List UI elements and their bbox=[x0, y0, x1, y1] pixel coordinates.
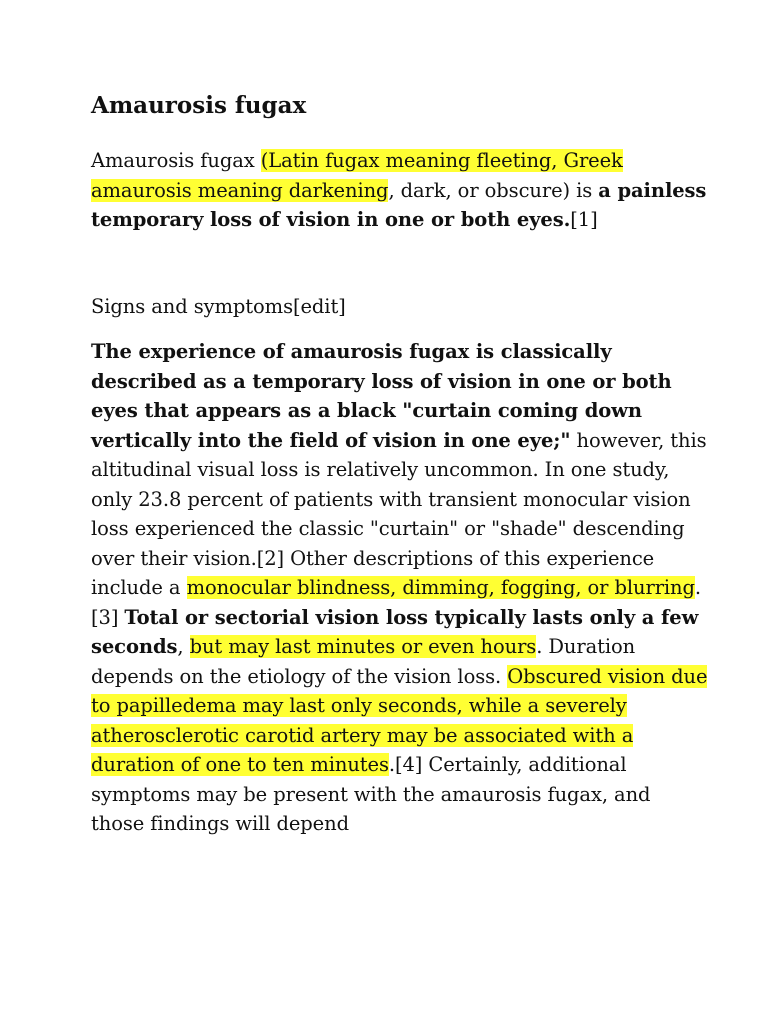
body-text: however, this altitudinal visual loss is relatively uncommon. In one study, only 23.8 percent of patients with transient monocular vision loss experienced the classic "curtain" or "shade" descending over their vision.[2] Other descriptions of this experience include a bbox=[91, 428, 707, 599]
page-title: Amaurosis fugax bbox=[91, 92, 307, 119]
bold-text: a painless temporary loss of vision in one or both eyes. bbox=[91, 178, 707, 231]
highlighted-text: Obscured vision due to papilledema may last only seconds, while a severely atherosclerotic carotid artery may be associated with a duration of one to ten minutes bbox=[91, 664, 708, 776]
bold-text: Total or sectorial vision loss typically lasts only a few seconds bbox=[91, 605, 699, 658]
body-text: .[3] bbox=[91, 576, 702, 629]
citation: [1] bbox=[570, 208, 598, 231]
intro-text: , dark, or obscure) is bbox=[388, 178, 599, 202]
body-text: . Duration depends on the etiology of the vision loss. bbox=[91, 635, 636, 688]
highlighted-text: monocular blindness, dimming, fogging, or blurring bbox=[186, 576, 695, 599]
intro-paragraph bbox=[91, 146, 708, 235]
section-heading: Signs and symptoms[edit] bbox=[91, 294, 346, 318]
highlighted-text: (Latin fugax meaning fleeting, Greek amaurosis meaning darkening bbox=[91, 149, 623, 202]
body-paragraph bbox=[91, 337, 708, 839]
bold-text: The experience of amaurosis fugax is classically described as a temporary loss of vision in one or both eyes that appears as a black "curtain coming down vertically into the field of vision in one eye;" bbox=[91, 340, 672, 452]
body-text: .[4] Certainly, additional symptoms may be present with the amaurosis fugax, and those findings will depend bbox=[91, 753, 651, 835]
intro-text: Amaurosis fugax bbox=[91, 149, 261, 172]
body-text: , bbox=[177, 635, 190, 658]
highlighted-text: but may last minutes or even hours bbox=[189, 635, 537, 658]
